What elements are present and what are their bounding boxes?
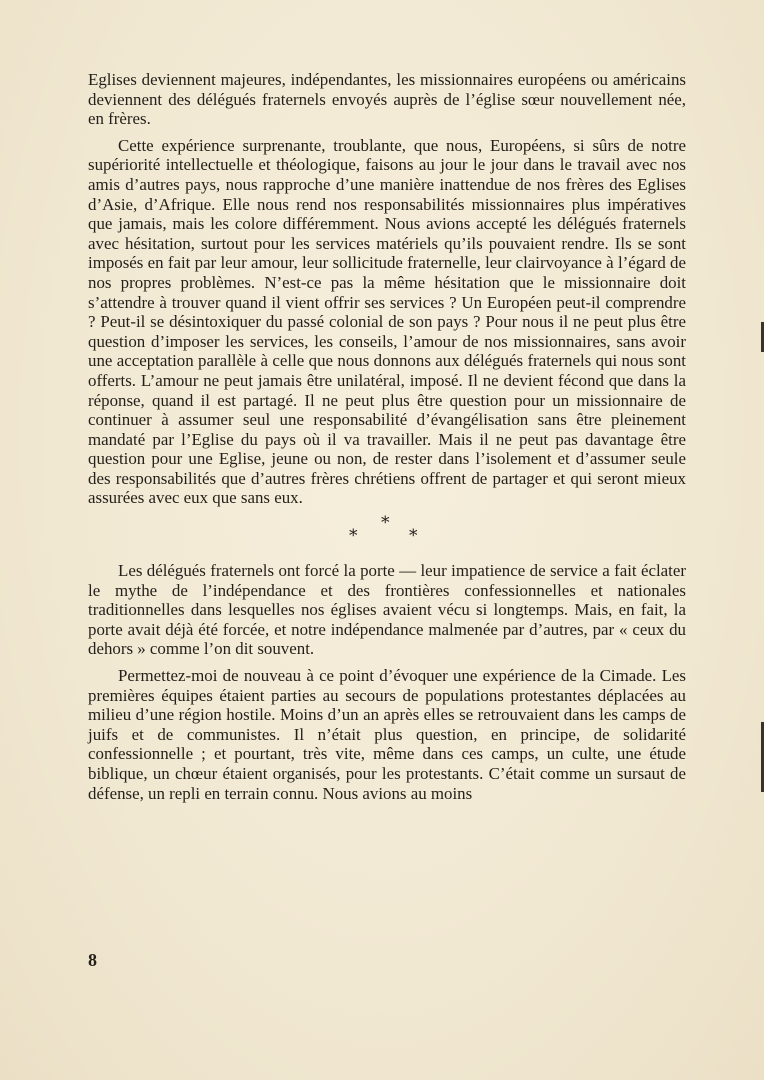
section-divider-asterism <box>88 515 686 551</box>
asterisk-top: * <box>381 513 390 534</box>
paragraph-delegates: Les délégués fraternels ont forcé la porte — leur impatience de service a fait éclater le mythe de l’indépendance et des frontières confessionnelles et nationales traditionnelles dans lesquelles nos églises avaient vécu si longtemps. Mais, en fait, la porte avait déjà été forcée, et notre indépendance malmenée par d’autres, par « ceux du dehors » comme l’on dit souvent. <box>88 561 686 659</box>
paragraph-continuation: Eglises deviennent majeures, indépendantes, les missionnaires européens ou américains deviennent des délégués fraternels envoyés auprès de l’église sœur nouvellement née, en frères. <box>88 70 686 129</box>
asterisk-right: * <box>409 526 418 547</box>
body-text <box>88 70 686 810</box>
page-number: 8 <box>88 950 97 970</box>
asterisk-left: * <box>349 526 358 547</box>
paragraph-cimade: Permettez-moi de nouveau à ce point d’évoquer une expérience de la Cimade. Les premières équipes étaient parties au secours de populations protestantes déplacées au milieu d’une région hostile. Moins d’un an après elles se retrouvaient dans les camps de juifs et de communistes. Il n’était plus question, en principe, de solidarité confessionnelle ; et pourtant, très vite, même dans ces camps, un culte, une étude biblique, un chœur étaient organisés, pour les protestants. C’était comme un sursaut de défense, un repli en terrain connu. Nous avions au moins <box>88 666 686 803</box>
paragraph-experience: Cette expérience surprenante, troublante, que nous, Européens, si sûrs de notre supériorité intellectuelle et théologique, faisons au jour le jour dans le travail avec nos amis d’autres pays, nous rapproche d’une manière inattendue de nos frères des Eglises d’Asie, d’Afrique. Elle nous rend nos responsabilités missionnaires plus impératives que jamais, mais les colore différemment. Nous avions accepté les délégués fraternels avec hésitation, surtout pour les services matériels qu’ils pouvaient rendre. Ils se sont imposés en fait par leur amour, leur sollicitude fraternelle, leur clairvoyance à l’égard de nos propres problèmes. N’est-ce pas la même hésitation que le missionnaire doit s’attendre à trouver quand il vient offrir ses services ? Un Européen peut-il comprendre ? Peut-il se désintoxiquer du passé colonial de son pays ? Pour nous il ne peut plus être question d’imposer les services, les conseils, l’amour de nos missionnaires, sans avoir une acceptation parallèle à celle que nous donnons aux délégués fraternels qui nous sont offerts. L’amour ne peut jamais être unilatéral, imposé. Il ne devient fécond que dans la réponse, quand il est partagé. Il ne peut plus être question pour un missionnaire de continuer à assumer seul une responsabilité d’évangélisation sans être pleinement mandaté par l’Eglise du pays où il va travailler. Mais il ne peut pas davantage être question pour une Eglise, jeune ou non, de rester dans l’isolement et d’assumer seule des responsabilités que d’autres frères chrétiens offrent de partager et qui seront mieux assurées avec eux que sans eux. <box>88 135 686 508</box>
